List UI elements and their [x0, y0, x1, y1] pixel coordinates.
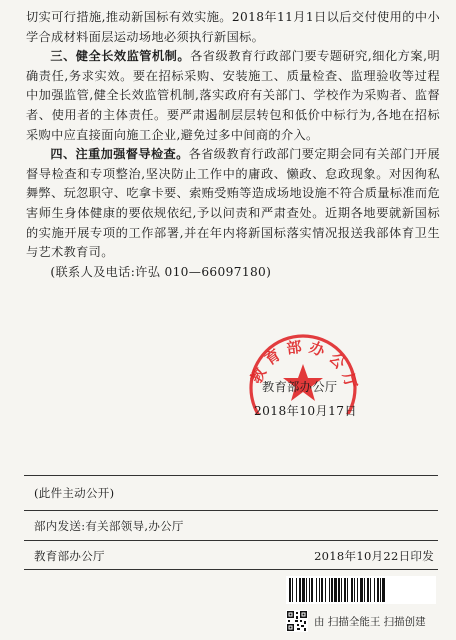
print-date: 2018年10月22日印发 — [314, 549, 434, 563]
scanner-watermark — [314, 614, 426, 629]
section-text-inspection: 各省级教育行政部门要定期会同有关部门开展督导检查和专项整治,坚决防止工作中的庸政、懒政、怠政现象。对因徇私舞弊、玩忽职守、吃拿卡要、索贿受贿等造成场地设施不符合质量标准而危害师生身体健康的要依规依纪,予以问责和严肃查处。近期各地要就新国标的实施开展专项的工作部署,并在年内将新国标落实情况报送我部体育卫生与艺术教育司。 — [26, 147, 440, 260]
barcode-icon — [286, 576, 436, 604]
official-seal — [237, 322, 369, 414]
distribution-line: 部内发送:有关部领导,办公厅 — [34, 519, 184, 533]
signature-org: 教育部办公厅 — [262, 380, 338, 394]
watermark-prefix: 由 — [314, 616, 325, 628]
paragraph-inspection — [26, 145, 440, 263]
footer-divider-middle — [24, 510, 438, 511]
disclosure-note: (此件主动公开) — [34, 486, 115, 500]
footer-divider-top — [24, 475, 438, 476]
footer-divider-bottom — [24, 569, 438, 570]
section-heading-supervision: 三、健全长效监管机制。 — [50, 49, 191, 64]
document-body — [26, 8, 440, 282]
paragraph-supervision — [26, 47, 440, 145]
qr-code-icon — [286, 610, 308, 632]
signature-date: 2018年10月17日 — [254, 404, 357, 418]
contact-line: (联系人及电话:许弘 010—66097180) — [50, 264, 272, 279]
section-text-supervision: 各省级教育行政部门要专题研究,细化方案,明确责任,务求实效。要在招标采购、安装施工、质量检查、监理验收等过程中加强监管,健全长效监管机制,落实政府有关部门、学校作为采购者、监督者、使用者的主体责任。要严肃遏制层层转包和低价中标行为,各地在招标采购中应直接面向施工企业,避免过多中间商的介入。 — [26, 49, 440, 142]
watermark-label: 扫描全能王 扫描创建 — [327, 616, 426, 628]
paragraph-implementation: 切实可行措施,推动新国标有效实施。2018年11月1日以后交付使用的中小学合成材料面层运动场地必须执行新国标。 — [26, 10, 440, 44]
section-heading-inspection: 四、注重加强督导检查。 — [50, 147, 189, 162]
seal-arc-text: 教育部办公厅 — [246, 337, 362, 396]
issuer-name: 教育部办公厅 — [34, 549, 105, 563]
footer-divider-lower — [24, 540, 438, 541]
